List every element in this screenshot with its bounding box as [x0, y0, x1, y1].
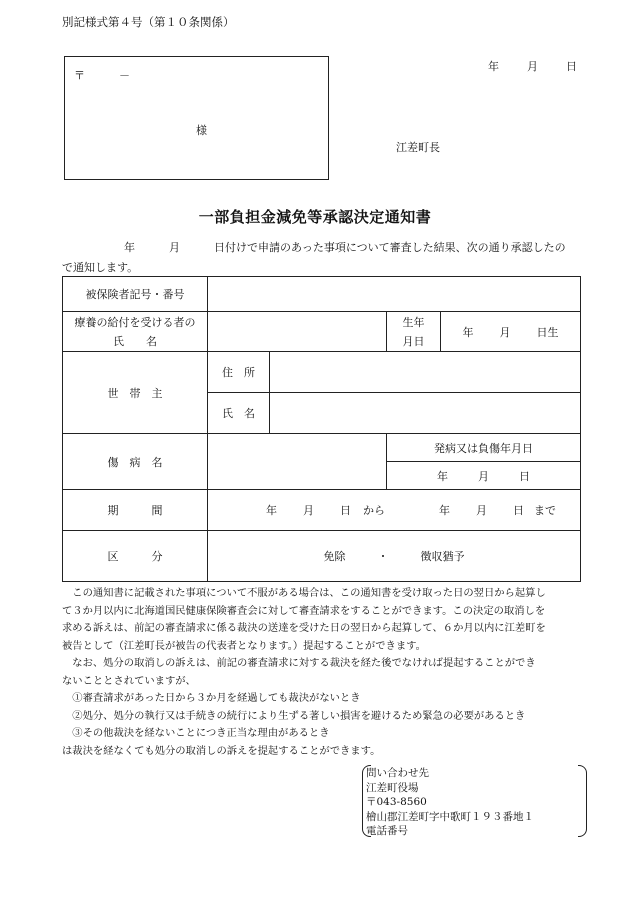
onset-date-label: 発病又は負傷年月日 [387, 434, 581, 462]
contact-address: 檜山郡江差町字中歌町１９３番地１ [366, 810, 534, 823]
household-head-label: 世 帯 主 [63, 352, 208, 434]
notice-line: ②処分、処分の執行又は手続きの続行により生ずる著しい損害を避けるため緊急の必要があるとき [62, 709, 526, 722]
notice-line: は裁決を経なくても処分の取消しの訴えを提起することができます。 [62, 744, 381, 757]
household-name-label: 氏 名 [208, 393, 270, 434]
notice-line: この通知書に記載された事項について不服がある場合は、この通知書を受け取った日の翌日から起算し [62, 587, 546, 599]
notice-line: 求める訴えは、前記の審査請求に係る裁決の送達を受けた日の翌日から起算して、６か月以内に江差町を [62, 622, 546, 634]
recipient-address-box [64, 56, 329, 180]
form-reference: 別記様式第４号（第１０条関係） [62, 15, 235, 29]
intro-month: 月 [169, 241, 180, 254]
insured-number-label: 被保険者記号・番号 [63, 277, 208, 312]
period-value: 年 月 日 から 年 月 日 まで [208, 490, 581, 531]
contact-phone: 電話番号 [366, 825, 408, 837]
notice-line: ③その他裁決を経ないことにつき正当な理由があるとき [62, 727, 330, 739]
period-label: 期 間 [63, 490, 208, 531]
honorific: 様 [196, 124, 207, 137]
household-address-value [270, 352, 581, 393]
household-address-label: 住 所 [208, 352, 270, 393]
notice-line: ①審査請求があった日から３か月を経過しても裁決がないとき [62, 692, 361, 704]
intro-line2: で通知します。 [62, 261, 139, 274]
onset-date-value: 年 月 日 [387, 462, 581, 490]
category-label: 区 分 [63, 531, 208, 582]
insured-number-value [208, 277, 581, 312]
postal-mark: 〒 [74, 69, 85, 82]
contact-office: 江差町役場 [366, 781, 419, 794]
intro-text [62, 238, 582, 278]
category-deferral: 徴収猶予 [420, 550, 465, 563]
disease-name-label: 傷 病 名 [63, 434, 208, 490]
category-value: 免除 ・ 徴収猶予 [208, 531, 581, 582]
intro-year: 年 [124, 241, 135, 254]
issuer: 江差町長 [396, 141, 440, 154]
issue-date-month: 月 [527, 60, 538, 73]
disease-name-value [208, 434, 387, 490]
notice-line: 被告として（江差町長が被告の代表者となります。）提起することができます。 [62, 639, 426, 652]
appeal-notice [62, 585, 587, 760]
birth-date-label: 生年 月日 [387, 312, 441, 352]
notice-line: て３か月以内に北海道国民健康保険審査会に対して審査請求をすることができます。この決定の取消しを [62, 604, 546, 617]
intro-line1: 日付けで申請のあった事項について審査した結果、次の通り承認したの [214, 241, 566, 254]
document-title: 一部負担金減免等承認決定通知書 [198, 208, 432, 226]
details-table [62, 276, 581, 582]
notice-line: なお、処分の取消しの訴えは、前記の審査請求に対する裁決を経た後でなければ提起することができ [62, 657, 536, 669]
issue-date-year: 年 [488, 60, 499, 73]
contact-bracket-right [578, 765, 587, 837]
notice-line: ないこととされていますが、 [62, 674, 196, 687]
contact-postal: 〒043-8560 [366, 796, 427, 808]
birth-date-value: 年 月 日生 [441, 312, 581, 352]
contact-heading: 問い合わせ先 [366, 767, 429, 779]
category-exemption: 免除 [323, 550, 346, 563]
patient-name-value [208, 312, 387, 352]
postal-dash: － [119, 69, 130, 82]
issue-date-day: 日 [566, 60, 577, 73]
patient-name-label: 療養の給付を受ける者の 氏 名 [63, 312, 208, 352]
contact-info [362, 765, 587, 837]
household-name-value [270, 393, 581, 434]
